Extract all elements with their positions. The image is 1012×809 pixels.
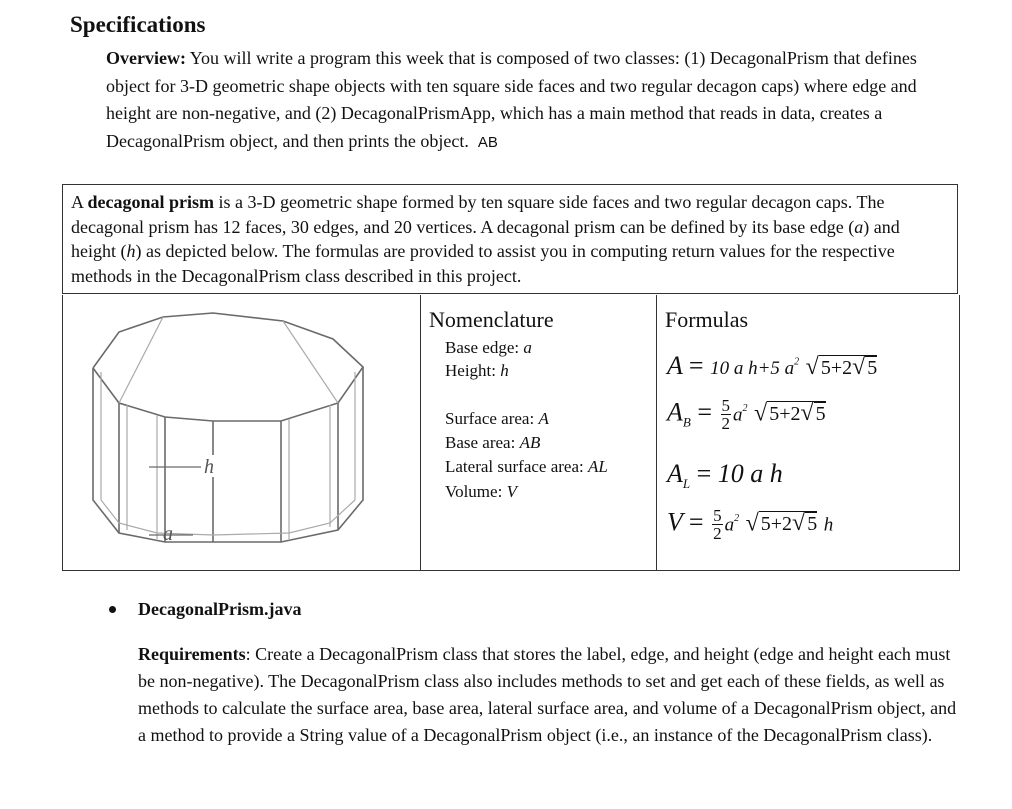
def-part3: ) as depicted below. The formulas are provided to assist you in computing return values for the respective methods in the DecagonalPrism class described in this project.	[71, 241, 895, 286]
formula-equals: =	[688, 351, 704, 380]
nom-height	[445, 361, 509, 381]
formula-radicand-inner: 5	[815, 403, 826, 426]
formula-sqrt	[759, 511, 817, 535]
radical-icon: √	[800, 400, 814, 427]
nom-base-edge	[445, 338, 532, 358]
formula-fraction	[712, 507, 723, 542]
formula-rhs: 10 a h	[717, 459, 783, 488]
fraction-denominator: 2	[713, 524, 722, 543]
formula-lateral-area	[667, 459, 783, 492]
radical-icon: √	[852, 354, 866, 380]
formula-subscript: L	[682, 476, 691, 492]
table-divider-1	[420, 295, 421, 570]
radical-icon: √	[754, 400, 768, 427]
nom-label: Base area:	[445, 433, 520, 452]
radical-icon: √	[745, 510, 759, 537]
formula-table	[62, 295, 960, 571]
formula-base-area: $A_B$ = $\frac{5}{2}$ $a^2$ √ 5+2√ 5	[667, 396, 826, 433]
formula-radicand: 5+2	[760, 513, 793, 536]
formula-radicand-inner: 5	[867, 357, 878, 379]
prism-outline	[93, 313, 363, 542]
nom-label: Base edge:	[445, 338, 524, 357]
radical-icon: √	[805, 354, 819, 380]
formula-lhs: A	[667, 397, 683, 427]
formula-rhs: 10 a h+5 a	[710, 358, 795, 379]
formula-volume: V = $\frac{5}{2}$ $a^2$ √ 5+2√ 5 h	[667, 506, 834, 543]
formulas-title: Formulas	[665, 307, 749, 332]
nom-symbol: A	[538, 409, 549, 428]
nom-lateral-area	[445, 457, 608, 477]
formula-equals: =	[696, 459, 712, 488]
overview-label: Overview:	[106, 48, 186, 68]
formula-sqrt	[819, 355, 877, 379]
nom-symbol: AL	[587, 457, 608, 476]
nom-volume	[445, 482, 517, 502]
nom-label: Lateral surface area:	[445, 457, 588, 476]
decagonal-prism-figure	[63, 295, 420, 571]
formula-fraction	[721, 397, 732, 432]
file-name-heading: DecagonalPrism.java	[138, 599, 302, 619]
def-lead: A	[71, 192, 88, 212]
height-label: h	[204, 456, 214, 478]
formula-equals: =	[697, 397, 713, 427]
nom-label: Height:	[445, 361, 501, 380]
formula-rhs: a	[733, 404, 743, 426]
table-divider-2	[656, 295, 657, 570]
formula-tail: h	[823, 514, 834, 536]
nom-symbol: AB	[519, 433, 541, 452]
formula-lhs: V	[667, 507, 683, 537]
formula-equals: =	[688, 507, 704, 537]
requirements-text: : Create a DecagonalPrism class that stores the label, edge, and height (edge and height each must be non-negative). The DecagonalPrism class also includes methods to set and get each of these fields, as well as methods to calculate the surface area, base area, lateral surface area, and volume of a DecagonalPrism object, and a method to provide a String value of a DecagonalPrism object (i.e., an instance of the DecagonalPrism class).	[138, 644, 957, 745]
fraction-numerator: 5	[713, 506, 722, 525]
formula-sqrt	[767, 401, 825, 425]
prism-inner-lines	[101, 317, 355, 539]
formula-subscript: B	[682, 414, 691, 430]
def-part2: ) and height (	[71, 216, 900, 261]
nom-symbol: V	[506, 482, 517, 501]
fraction-denominator: 2	[721, 414, 731, 433]
bullet-icon	[109, 606, 116, 613]
requirements-label: Requirements	[138, 644, 246, 664]
nom-base-area	[445, 433, 540, 453]
overview-text: You will write a program this week that is composed of two classes: (1) DecagonalPrism that defines object for 3-D geometric shape objects with ten square side faces and two regular decagon caps) where edge and height are non-negative, and (2) DecagonalPrismApp, which has a main method that reads in data, creates a DecagonalPrism object, and then prints the object.	[106, 48, 917, 151]
overview-paragraph	[106, 45, 956, 156]
formula-lhs: A	[667, 351, 683, 380]
def-height-symbol: h	[126, 241, 136, 261]
def-edge-symbol: a	[854, 216, 864, 237]
nom-symbol: h	[500, 361, 509, 380]
requirements-paragraph	[138, 641, 958, 749]
definition-box	[62, 184, 958, 294]
formula-radicand: 5+2	[820, 357, 853, 379]
formula-radicand: 5+2	[769, 403, 801, 426]
accessibility-badge[interactable]: AB	[477, 133, 498, 151]
def-term: decagonal prism	[87, 192, 215, 212]
formula-radicand-inner: 5	[807, 513, 818, 536]
nom-label: Volume:	[445, 482, 507, 501]
formula-lhs: A	[667, 459, 683, 488]
def-part1: is a 3-D geometric shape formed by ten square side faces and two regular decagon caps. The decagonal prism has 12 faces, 30 edges, and 20 vertices. A decagonal prism can be defined by its base edge (	[71, 192, 885, 237]
formula-surface-area: A = 10 a h+5 $a^2$ √ 5+2√ 5	[667, 351, 878, 380]
fraction-numerator: 5	[721, 396, 731, 415]
radical-icon: √	[792, 510, 806, 537]
nom-symbol: a	[523, 338, 532, 357]
formula-rhs: a	[724, 514, 735, 536]
nom-surface-area	[445, 409, 549, 429]
edge-label: a	[163, 523, 173, 545]
nom-label: Surface area:	[445, 409, 539, 428]
page-title: Specifications	[70, 12, 206, 37]
nomenclature-title: Nomenclature	[429, 307, 554, 332]
